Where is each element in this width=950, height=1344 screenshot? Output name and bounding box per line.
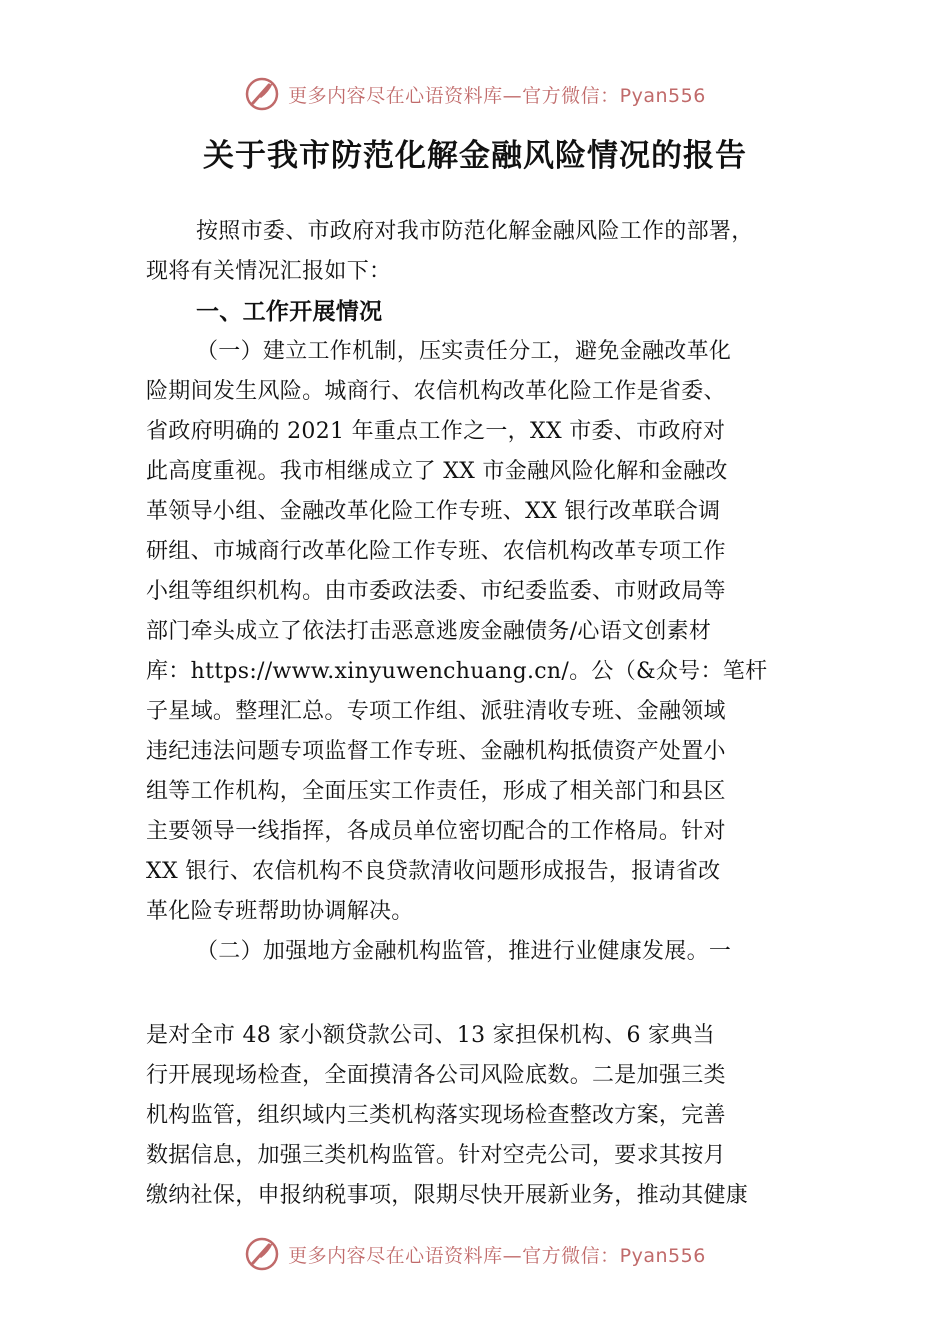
paragraph-line: 违纪违法问题专项监督工作专班、金融机构抵债资产处置小	[146, 739, 726, 764]
paragraph-line: （二）加强地方金融机构监管，推进行业健康发展。一	[196, 939, 732, 964]
watermark-text: 更多内容尽在心语资料库—官方微信：Pyan556	[288, 84, 706, 107]
paragraph-line: 革化险专班帮助协调解决。	[146, 899, 414, 924]
watermark-text: 更多内容尽在心语资料库—官方微信：Pyan556	[288, 1244, 706, 1267]
document-body	[146, 212, 814, 1216]
paragraph-line: 革领导小组、金融改革化险工作专班、XX 银行改革联合调	[146, 499, 721, 524]
feather-pen-logo-icon	[244, 1236, 280, 1272]
header-watermark-banner	[0, 72, 950, 116]
paragraph-line: （一）建立工作机制，压实责任分工，避免金融改革化	[196, 339, 732, 364]
paragraph-line: 子星域。整理汇总。专项工作组、派驻清收专班、金融领域	[146, 699, 726, 724]
paragraph-line: 按照市委、市政府对我市防范化解金融风险工作的部署，	[196, 219, 754, 244]
feather-pen-logo-icon	[244, 76, 280, 112]
paragraph-line: 部门牵头成立了依法打击恶意逃废金融债务/心语文创素材	[146, 619, 712, 644]
paragraph-line: XX 银行、农信机构不良贷款清收问题形成报告，报请省改	[146, 859, 721, 884]
paragraph-line: 险期间发生风险。城商行、农信机构改革化险工作是省委、	[146, 379, 726, 404]
paragraph-line: 数据信息，加强三类机构监管。针对空壳公司，要求其按月	[146, 1143, 726, 1168]
paragraph-line: 机构监管，组织域内三类机构落实现场检查整改方案，完善	[146, 1103, 726, 1128]
section-heading: 一、工作开展情况	[196, 299, 383, 325]
paragraph-line: 行开展现场检查，全面摸清各公司风险底数。二是加强三类	[146, 1063, 726, 1088]
paragraph-line: 研组、市城商行改革化险工作专班、农信机构改革专项工作	[146, 539, 726, 564]
footer-watermark-banner	[0, 1232, 950, 1276]
paragraph-line: 省政府明确的 2021 年重点工作之一，XX 市委、市政府对	[146, 419, 726, 444]
document-title: 关于我市防范化解金融风险情况的报告	[203, 138, 747, 174]
paragraph-line: 缴纳社保，申报纳税事项，限期尽快开展新业务，推动其健康	[146, 1183, 749, 1208]
paragraph-spacer	[146, 972, 814, 1016]
paragraph-line: 组等工作机构，全面压实工作责任，形成了相关部门和县区	[146, 779, 726, 804]
paragraph-line: 是对全市 48 家小额贷款公司、13 家担保机构、6 家典当	[146, 1023, 715, 1048]
paragraph-line: 此高度重视。我市相继成立了 XX 市金融风险化解和金融改	[146, 459, 728, 484]
paragraph-line: 现将有关情况汇报如下：	[146, 259, 392, 284]
paragraph-line: 小组等组织机构。由市委政法委、市纪委监委、市财政局等	[146, 579, 726, 604]
paragraph-line: 库：https://www.xinyuwenchuang.cn/。公（&众号：笔杆	[146, 659, 768, 684]
paragraph-line: 主要领导一线指挥，各成员单位密切配合的工作格局。针对	[146, 819, 726, 844]
